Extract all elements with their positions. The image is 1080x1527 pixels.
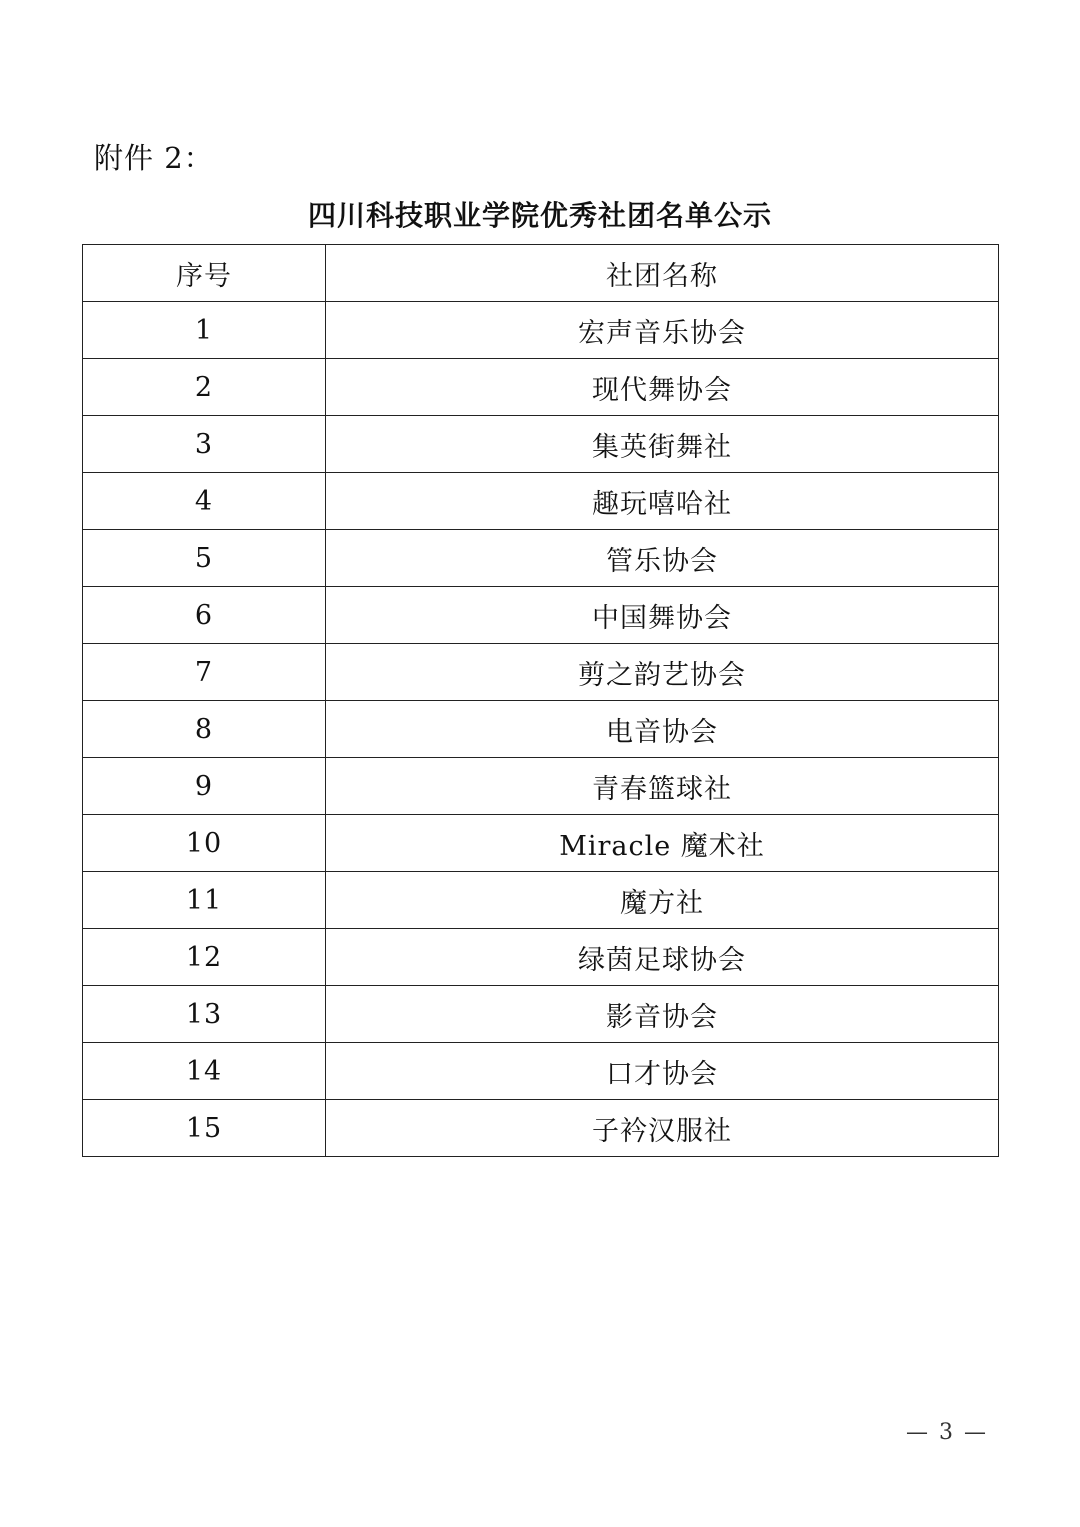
cell-club-name: 管乐协会: [326, 530, 999, 587]
club-table: [82, 244, 999, 1157]
cell-club-name: Miracle 魔术社: [326, 815, 999, 872]
page-number: — 3 —: [906, 1420, 988, 1445]
cell-club-name: 子衿汉服社: [326, 1100, 999, 1157]
table-row: [83, 1100, 999, 1157]
cell-club-name: 集英街舞社: [326, 416, 999, 473]
cell-club-name: 青春篮球社: [326, 758, 999, 815]
cell-serial-number: 14: [83, 1043, 326, 1100]
cell-club-name: 中国舞协会: [326, 587, 999, 644]
cell-serial-number: 15: [83, 1100, 326, 1157]
cell-serial-number: 3: [83, 416, 326, 473]
cell-club-name: 趣玩嘻哈社: [326, 473, 999, 530]
table-row: [83, 473, 999, 530]
table-row: [83, 587, 999, 644]
table-row: [83, 815, 999, 872]
cell-club-name: 剪之韵艺协会: [326, 644, 999, 701]
table-row: [83, 1043, 999, 1100]
cell-serial-number: 5: [83, 530, 326, 587]
table-row: [83, 986, 999, 1043]
cell-club-name: 现代舞协会: [326, 359, 999, 416]
header-club-name: 社团名称: [326, 245, 999, 302]
cell-serial-number: 7: [83, 644, 326, 701]
header-serial-number: 序号: [83, 245, 326, 302]
cell-serial-number: 12: [83, 929, 326, 986]
table-row: [83, 929, 999, 986]
table-row: [83, 758, 999, 815]
cell-serial-number: 11: [83, 872, 326, 929]
table-row: [83, 359, 999, 416]
table-row: [83, 416, 999, 473]
cell-serial-number: 4: [83, 473, 326, 530]
cell-serial-number: 1: [83, 302, 326, 359]
table-row: [83, 701, 999, 758]
table-row: [83, 644, 999, 701]
table-row: [83, 302, 999, 359]
cell-club-name: 影音协会: [326, 986, 999, 1043]
cell-serial-number: 2: [83, 359, 326, 416]
cell-club-name: 宏声音乐协会: [326, 302, 999, 359]
cell-serial-number: 9: [83, 758, 326, 815]
table-row: [83, 872, 999, 929]
cell-serial-number: 6: [83, 587, 326, 644]
cell-club-name: 绿茵足球协会: [326, 929, 999, 986]
table-row: [83, 530, 999, 587]
cell-club-name: 电音协会: [326, 701, 999, 758]
cell-serial-number: 10: [83, 815, 326, 872]
cell-serial-number: 13: [83, 986, 326, 1043]
cell-club-name: 魔方社: [326, 872, 999, 929]
page-title: 四川科技职业学院优秀社团名单公示: [307, 199, 772, 232]
cell-club-name: 口才协会: [326, 1043, 999, 1100]
attachment-label: 附件 2：: [94, 141, 214, 175]
table-header-row: [83, 245, 999, 302]
cell-serial-number: 8: [83, 701, 326, 758]
